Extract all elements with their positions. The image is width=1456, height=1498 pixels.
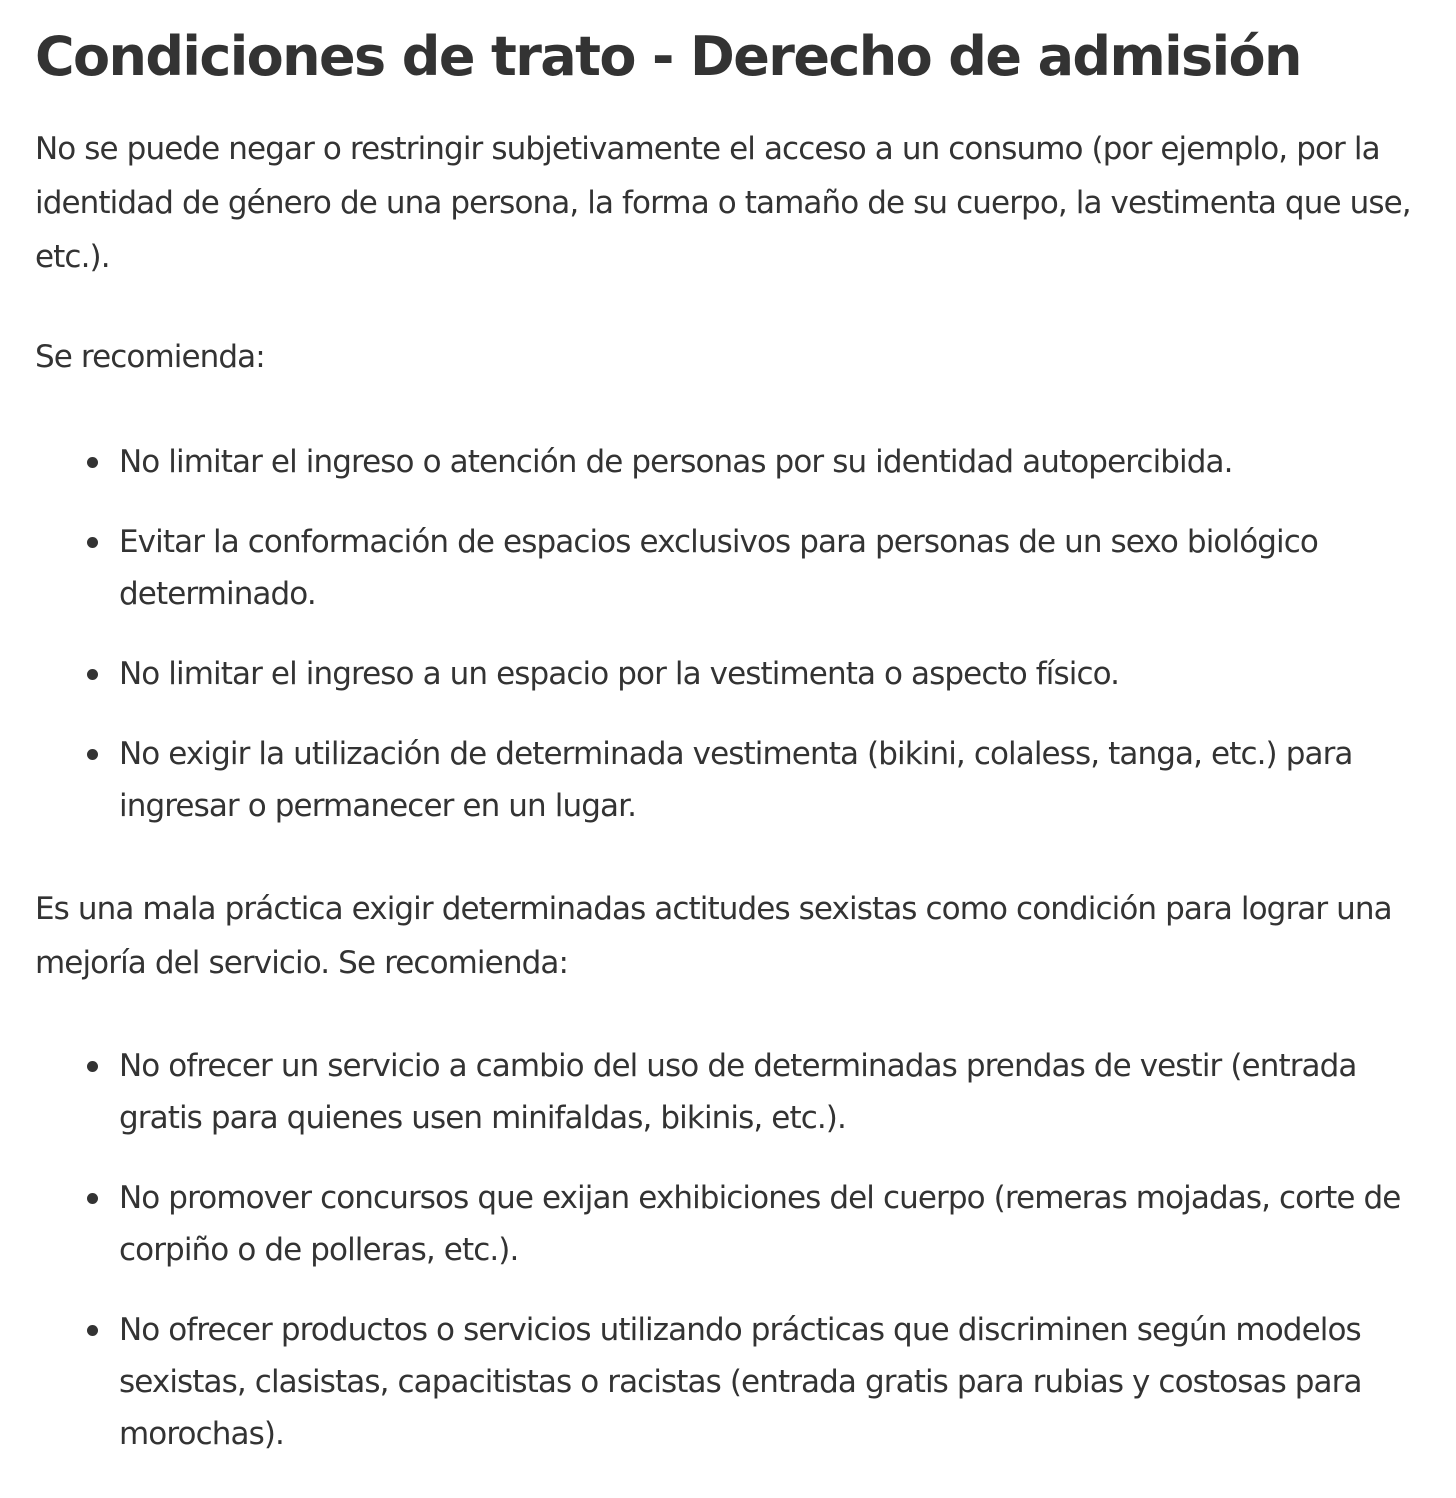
list-item	[119, 1304, 1426, 1460]
bullet-icon	[87, 1061, 98, 1072]
list-item	[119, 648, 1426, 700]
bullet-icon	[87, 749, 98, 760]
recommendation-list-1	[35, 436, 1426, 832]
bad-practice-paragraph: Es una mala práctica exigir determinadas actitudes sexistas como condición para lograr una mejoría del servicio. Se recomienda:	[35, 891, 1392, 981]
bullet-icon	[87, 457, 98, 468]
list-item-text: No promover concursos que exijan exhibiciones del cuerpo (remeras mojadas, corte de corpiño o de polleras, etc.).	[119, 1180, 1401, 1268]
list-item	[119, 436, 1426, 488]
list-item	[119, 516, 1426, 620]
bullet-icon	[87, 1193, 98, 1204]
bullet-icon	[87, 537, 98, 548]
bullet-icon	[87, 669, 98, 680]
bullet-icon	[87, 1325, 98, 1336]
list-item-text: No ofrecer productos o servicios utilizando prácticas que discriminen según modelos sexistas, clasistas, capacitistas o racistas (entrada gratis para rubias y costosas para morochas).	[119, 1312, 1362, 1452]
page-title: Condiciones de trato - Derecho de admisión	[35, 25, 1301, 88]
recommendation-lead-1: Se recomienda:	[35, 339, 265, 375]
list-item-text: No ofrecer un servicio a cambio del uso de determinadas prendas de vestir (entrada gratis para quienes usen minifaldas, bikinis, etc.).	[119, 1048, 1357, 1136]
list-item	[119, 728, 1426, 832]
recommendation-list-2	[35, 1040, 1426, 1460]
list-item-text: Evitar la conformación de espacios exclusivos para personas de un sexo biológico determinado.	[119, 524, 1318, 612]
list-item-text: No limitar el ingreso a un espacio por la vestimenta o aspecto físico.	[119, 656, 1120, 692]
list-item	[119, 1172, 1426, 1276]
list-item	[119, 1040, 1426, 1144]
list-item-text: No limitar el ingreso o atención de personas por su identidad autopercibida.	[119, 444, 1233, 480]
list-item-text: No exigir la utilización de determinada vestimenta (bikini, colaless, tanga, etc.) para ingresar o permanecer en un lugar.	[119, 736, 1353, 824]
intro-paragraph: No se puede negar o restringir subjetivamente el acceso a un consumo (por ejemplo, por la identidad de género de una persona, la forma o tamaño de su cuerpo, la vestimenta que use, etc.).	[35, 131, 1411, 275]
